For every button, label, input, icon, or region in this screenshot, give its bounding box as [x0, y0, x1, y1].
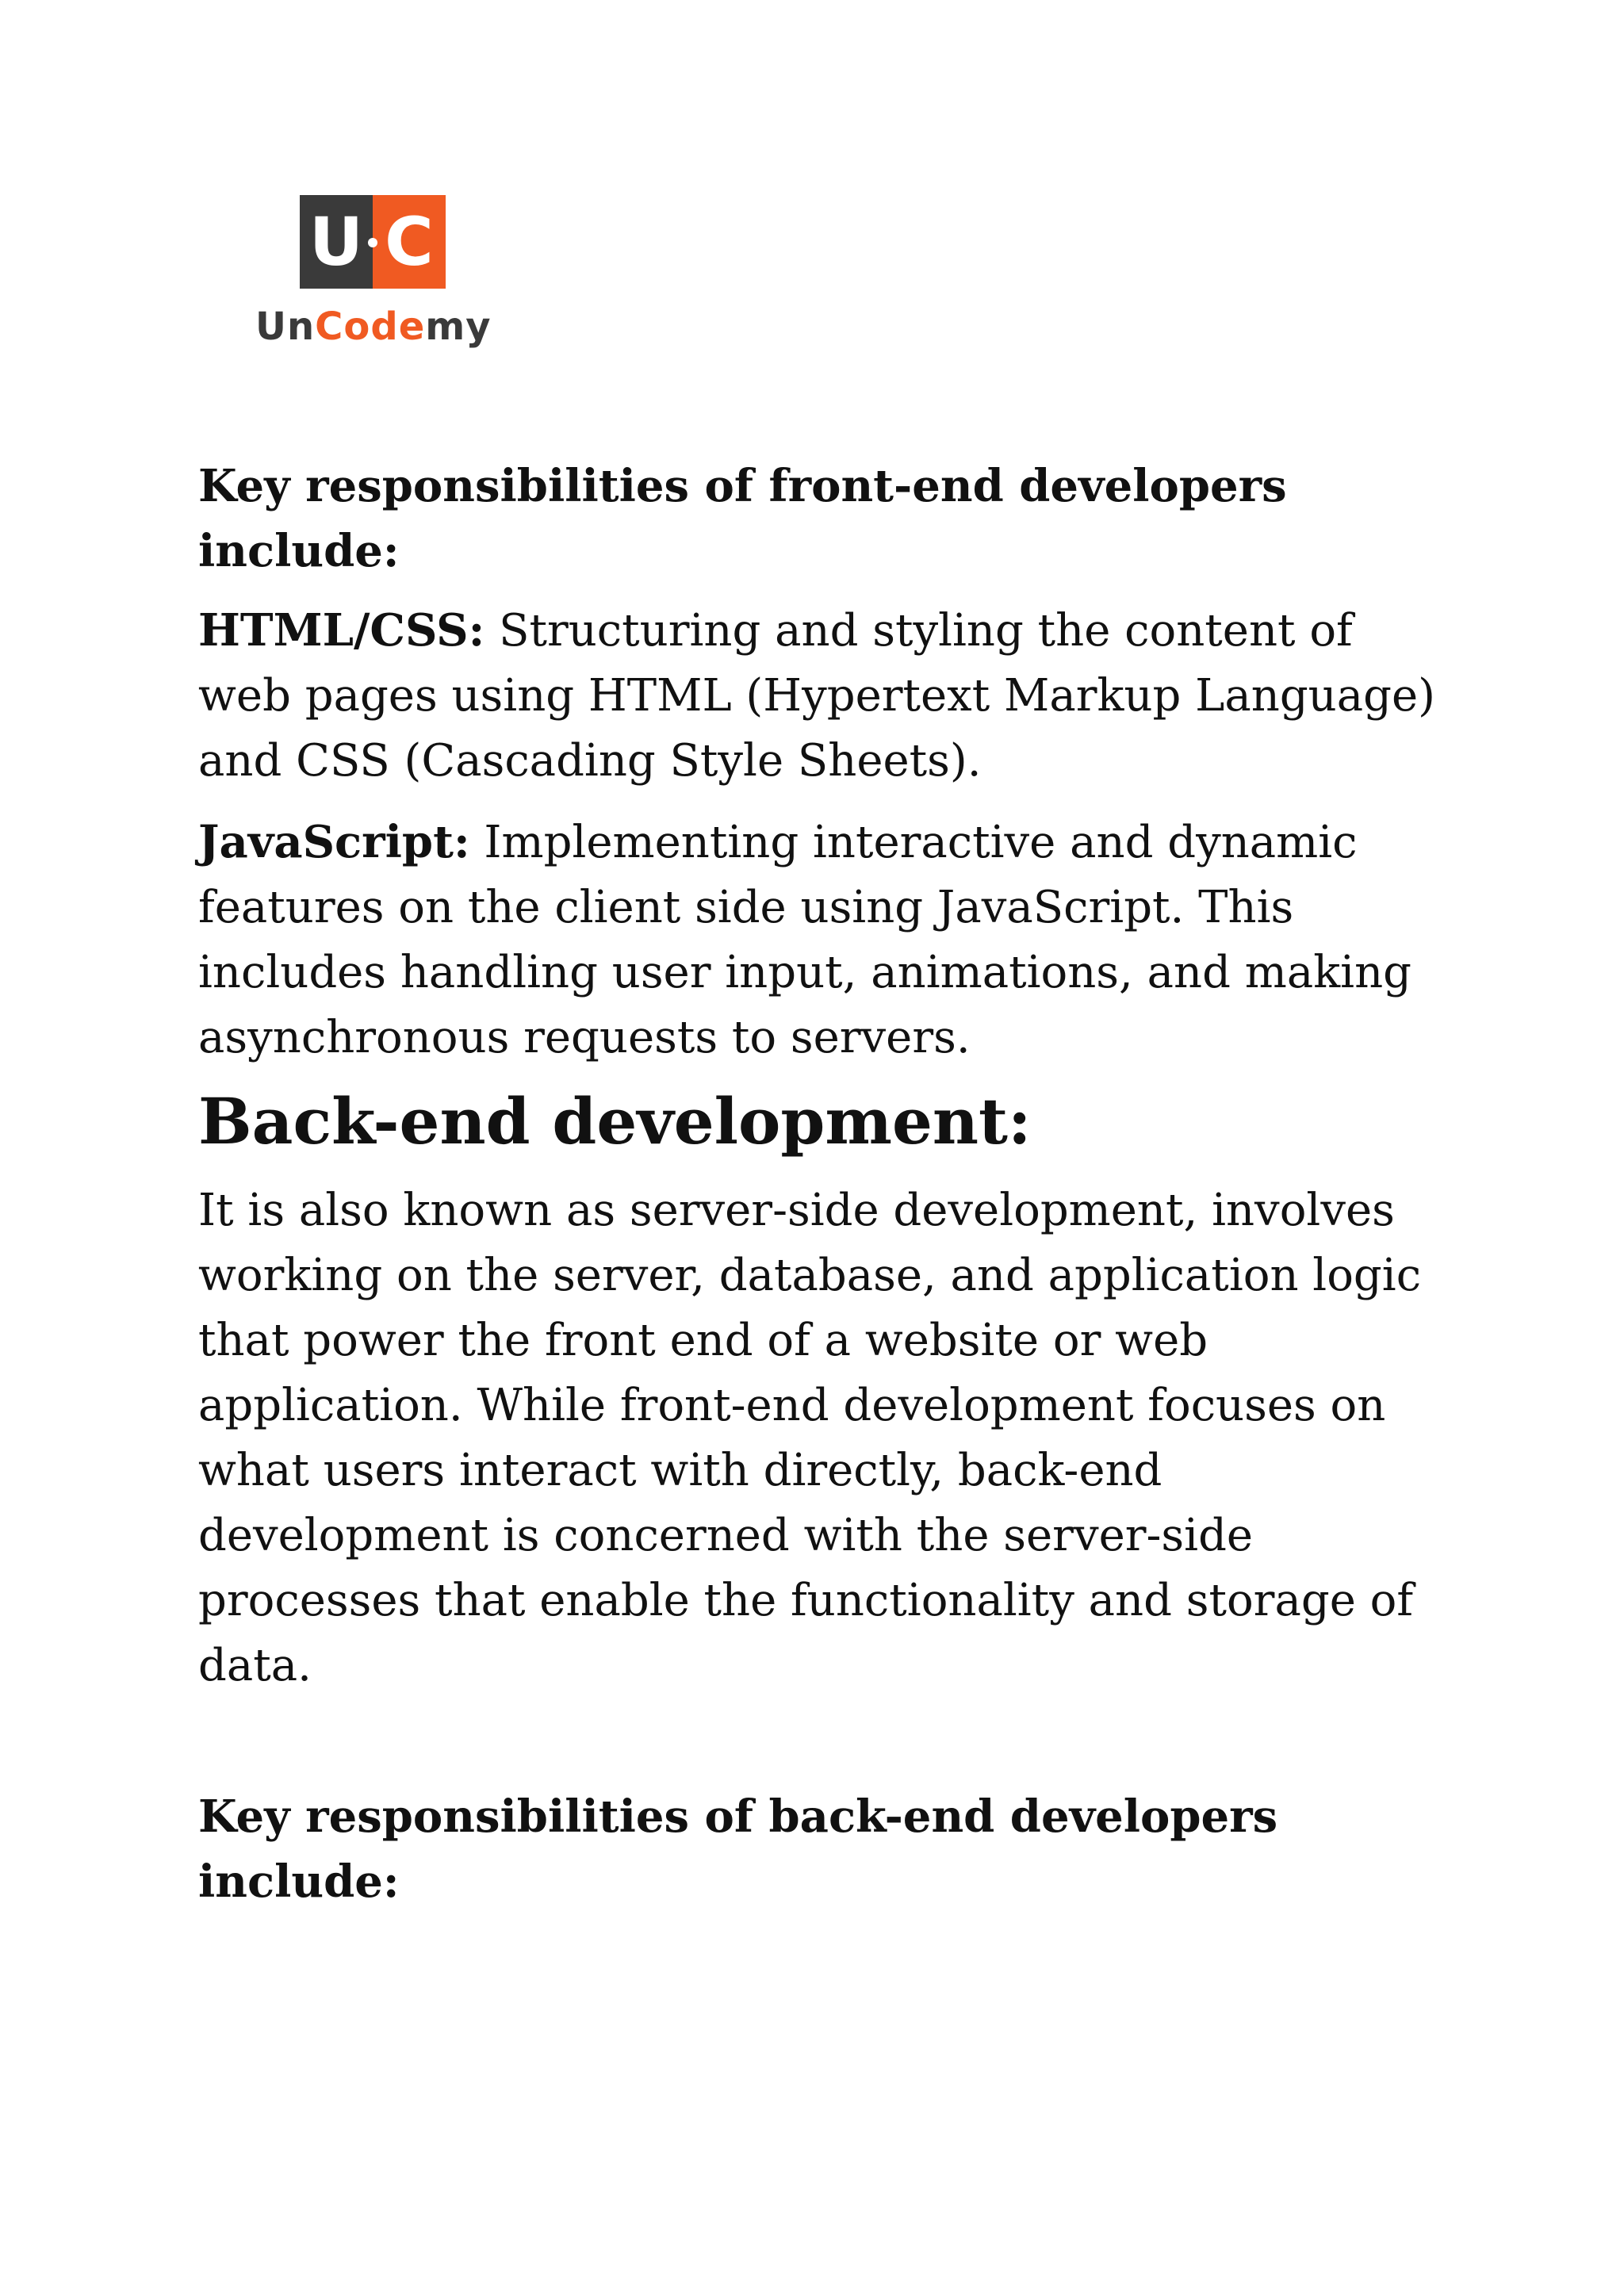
logo-mark-right: C: [373, 195, 446, 289]
javascript-term: JavaScript:: [198, 816, 470, 868]
document-body: [198, 454, 1443, 1914]
logo-mark-left: U: [300, 195, 373, 289]
javascript-paragraph: [198, 810, 1443, 1070]
backend-development-heading: Back-end development:: [198, 1084, 1032, 1158]
html-css-paragraph: [198, 598, 1443, 794]
javascript-text: Implementing interactive and dynamic features on the client side using JavaScript. This includes handling user input, animations, and making asynchronous requests to servers.: [198, 817, 1411, 1063]
logo-word-part3: my: [425, 304, 492, 349]
backend-responsibilities-subhead: Key responsibilities of back-end developers include:: [198, 1790, 1278, 1908]
html-css-text: Structuring and styling the content of web pages using HTML (Hypertext Markup Language) and CSS (Cascading Style Sheets).: [198, 605, 1435, 787]
html-css-term: HTML/CSS:: [198, 604, 485, 657]
logo-wordmark: [255, 303, 492, 350]
logo-mark: [300, 195, 446, 289]
logo-word-part2: Code: [315, 304, 426, 349]
backend-description-paragraph: It is also known as server-side development, involves working on the server, database, and application logic that power the front end of a website or web application. While front-end development focuses on what users interact with directly, back-end development is concerned with the server-side processes that enable the functionality and storage of data.: [198, 1185, 1422, 1691]
frontend-responsibilities-subhead: Key responsibilities of front-end developers include:: [198, 460, 1287, 577]
uncodemy-logo: [255, 195, 501, 354]
logo-dot: [368, 238, 377, 247]
logo-word-part1: Un: [255, 304, 316, 349]
